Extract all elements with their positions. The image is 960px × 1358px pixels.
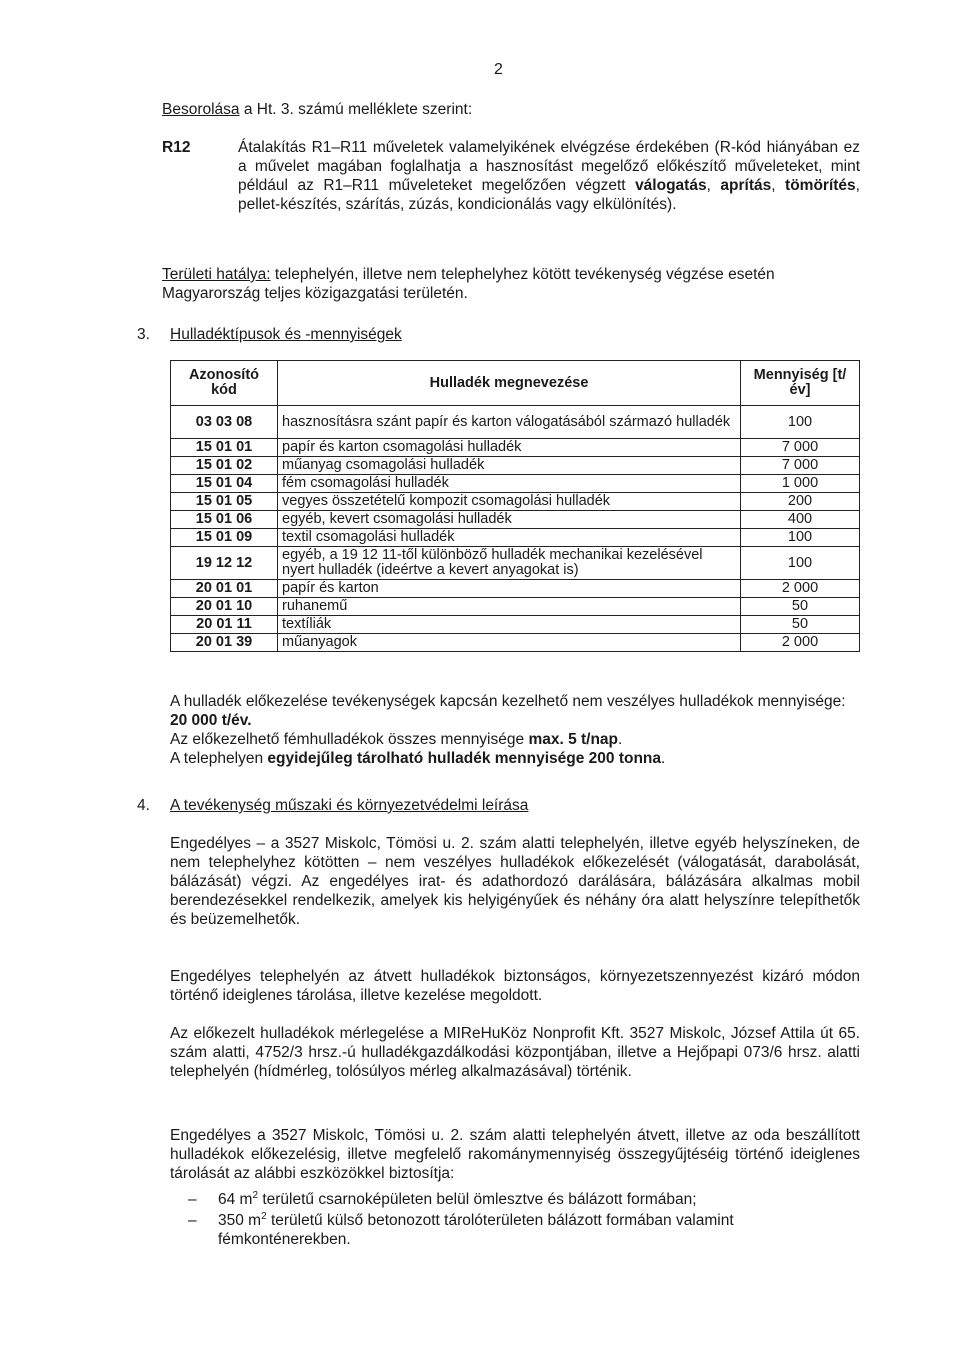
row-qty: 50: [741, 616, 860, 634]
classification-code: R12: [162, 139, 191, 156]
summary-line-1-bold: 20 000 t/év.: [170, 712, 252, 729]
summary-line-3-end: .: [661, 750, 666, 767]
row-name: műanyag csomagolási hulladék: [278, 457, 741, 475]
row-name: műanyagok: [278, 634, 741, 652]
row-name: vegyes összetételű kompozit csomagolási hulladék: [278, 493, 741, 511]
row-code: 15 01 06: [171, 511, 278, 529]
list-item-1-pre: 64 m: [218, 1191, 253, 1208]
table-row: [171, 475, 860, 493]
classification-sep-2: ,: [771, 177, 786, 194]
classification-description: [238, 138, 860, 214]
header-code: Azonosító kód: [171, 361, 278, 406]
classification-text-a: Átalakítás R1–R11 műveletek valamelyikének elvégzése érdekében (R-kód hiányában ez a művelet magában foglalhatja a hasznosítást megelőző előkészítő műveleteket, mint például az R1–R11 műveleteket megelőzően végzett: [238, 139, 860, 194]
paragraph-3: Az előkezelt hulladékok mérlegelése a MIReHuKöz Nonprofit Kft. 3527 Miskolc, József Attila út 65. szám alatti, 4752/3 hrsz.-ú hulladékgazdálkodási központjában, illetve a Hejőpapi 073/6 hrsz. alatti telephelyén (hídmérleg, tolósúlyos mérleg alkalmazásával) történik.: [170, 1025, 860, 1080]
classification-sep-1: ,: [706, 177, 721, 194]
section3-title: Hulladéktípusok és -mennyiségek: [170, 326, 402, 343]
territorial-label: Területi hatálya:: [162, 266, 271, 283]
row-name: ruhanemű: [278, 598, 741, 616]
row-code: 20 01 39: [171, 634, 278, 652]
paragraph-1: Engedélyes – a 3527 Miskolc, Tömösi u. 2. szám alatti telephelyén, illetve egyéb helyszíneken, de nem telephelyhez kötötten – nem veszélyes hulladékok előkezelését (válogatását, darabolását, bálázását) végzi. Az engedélyes irat- és adathordozó darálására, bálázására alkalmas mobil berendezésekkel rendelkezik, amelyek kis helyigényűek és néhány óra alatt helyszínre telepíthetők és beüzemelhetők.: [170, 835, 860, 928]
table-row: [171, 493, 860, 511]
paragraph-2: Engedélyes telephelyén az átvett hulladékok biztonságos, környezetszennyezést kizáró módon történő ideiglenes tárolása, illetve kezelése megoldott.: [170, 968, 860, 1004]
summary-line-3: [170, 749, 865, 768]
classification-heading-rest: a Ht. 3. számú melléklete szerint:: [239, 101, 473, 118]
summary-line-2-end: .: [618, 731, 623, 748]
row-code: 20 01 10: [171, 598, 278, 616]
section4-number: 4.: [137, 797, 150, 814]
row-code: 20 01 01: [171, 580, 278, 598]
row-name: textíliák: [278, 616, 741, 634]
table-row: [171, 598, 860, 616]
row-name: papír és karton: [278, 580, 741, 598]
classification-bold-3: tömörítés: [785, 177, 856, 194]
row-qty: 1 000: [741, 475, 860, 493]
row-qty: 7 000: [741, 457, 860, 475]
classification-bold-2: aprítás: [720, 177, 772, 194]
classification-bold-1: válogatás: [635, 177, 707, 194]
table-row: [171, 439, 860, 457]
row-code: 15 01 05: [171, 493, 278, 511]
table-row: [171, 547, 860, 580]
row-code: 20 01 11: [171, 616, 278, 634]
list-item-2-post: területű külső betonozott tárolóterületen bálázott formában valamint fémkonténerekben.: [218, 1212, 734, 1248]
list-item-1-sup: 2: [252, 1189, 259, 1201]
row-qty: 200: [741, 493, 860, 511]
row-name: hasznosításra szánt papír és karton válogatásából származó hulladék: [278, 406, 741, 439]
row-qty: 2 000: [741, 634, 860, 652]
summary-line-2-text: Az előkezelhető fémhulladékok összes mennyisége: [170, 731, 529, 748]
table-header-row: [171, 361, 860, 406]
table-row: [171, 457, 860, 475]
row-code: 15 01 02: [171, 457, 278, 475]
list-item: [188, 1211, 860, 1249]
row-name: egyéb, kevert csomagolási hulladék: [278, 511, 741, 529]
row-code: 15 01 04: [171, 475, 278, 493]
row-name: egyéb, a 19 12 11-től különböző hulladék mechanikai kezelésével nyert hulladék (ideértve a kevert anyagokat is): [278, 547, 741, 580]
paragraph-4: Engedélyes a 3527 Miskolc, Tömösi u. 2. szám alatti telephelyén átvett, illetve az oda beszállított hulladékok előkezelésig, illetve megfelelő rakománymennyiség összegyűjtéséig történő ideiglenes tárolását az alábbi eszközökkel biztosítja:: [170, 1127, 860, 1182]
summary-block: [170, 692, 865, 768]
row-qty: 7 000: [741, 439, 860, 457]
list-item: [188, 1190, 860, 1209]
classification-heading-label: Besorolása: [162, 101, 240, 118]
summary-line-2: [170, 730, 865, 749]
row-name: fém csomagolási hulladék: [278, 475, 741, 493]
row-code: 03 03 08: [171, 406, 278, 439]
classification-heading: [162, 100, 472, 119]
summary-line-3-text: A telephelyen: [170, 750, 268, 767]
table-row: [171, 529, 860, 547]
section4-title: A tevékenység műszaki és környezetvédelmi leírása: [170, 797, 529, 814]
row-qty: 50: [741, 598, 860, 616]
storage-list: [188, 1190, 860, 1251]
classification-text-b: , pellet-készítés, szárítás, zúzás, kondicionálás vagy elkülönítés).: [238, 177, 860, 213]
summary-line-1-text: A hulladék előkezelése tevékenységek kapcsán kezelhető nem veszélyes hulladékok mennyisége:: [170, 693, 846, 710]
list-item-2-pre: 350 m: [218, 1212, 262, 1229]
row-name: papír és karton csomagolási hulladék: [278, 439, 741, 457]
territorial-text: telephelyén, illetve nem telephelyhez kötött tevékenység végzése esetén Magyarország teljes közigazgatási területén.: [162, 266, 775, 302]
table-row: [171, 580, 860, 598]
table-row: [171, 406, 860, 439]
summary-line-3-bold: egyidejűleg tárolható hulladék mennyisége 200 tonna: [267, 750, 662, 767]
header-qty: Mennyiség [t/év]: [741, 361, 860, 406]
summary-line-1: [170, 692, 865, 730]
summary-line-2-bold: max. 5 t/nap: [528, 731, 619, 748]
territorial-scope: [162, 265, 862, 303]
list-dash: –: [188, 1212, 197, 1229]
row-qty: 2 000: [741, 580, 860, 598]
table-row: [171, 511, 860, 529]
waste-table: [170, 360, 860, 652]
table-row: [171, 616, 860, 634]
page-number: 2: [494, 61, 503, 78]
list-dash: –: [188, 1191, 197, 1208]
row-code: 19 12 12: [171, 547, 278, 580]
row-qty: 100: [741, 406, 860, 439]
row-code: 15 01 01: [171, 439, 278, 457]
table-row: [171, 634, 860, 652]
row-qty: 100: [741, 547, 860, 580]
list-item-2-sup: 2: [261, 1210, 267, 1222]
list-item-1-post: területű csarnoképületen belül ömlesztve és bálázott formában;: [258, 1191, 697, 1208]
row-qty: 400: [741, 511, 860, 529]
section3-number: 3.: [137, 326, 150, 343]
row-code: 15 01 09: [171, 529, 278, 547]
header-name: Hulladék megnevezése: [278, 361, 741, 406]
row-name: textil csomagolási hulladék: [278, 529, 741, 547]
row-qty: 100: [741, 529, 860, 547]
